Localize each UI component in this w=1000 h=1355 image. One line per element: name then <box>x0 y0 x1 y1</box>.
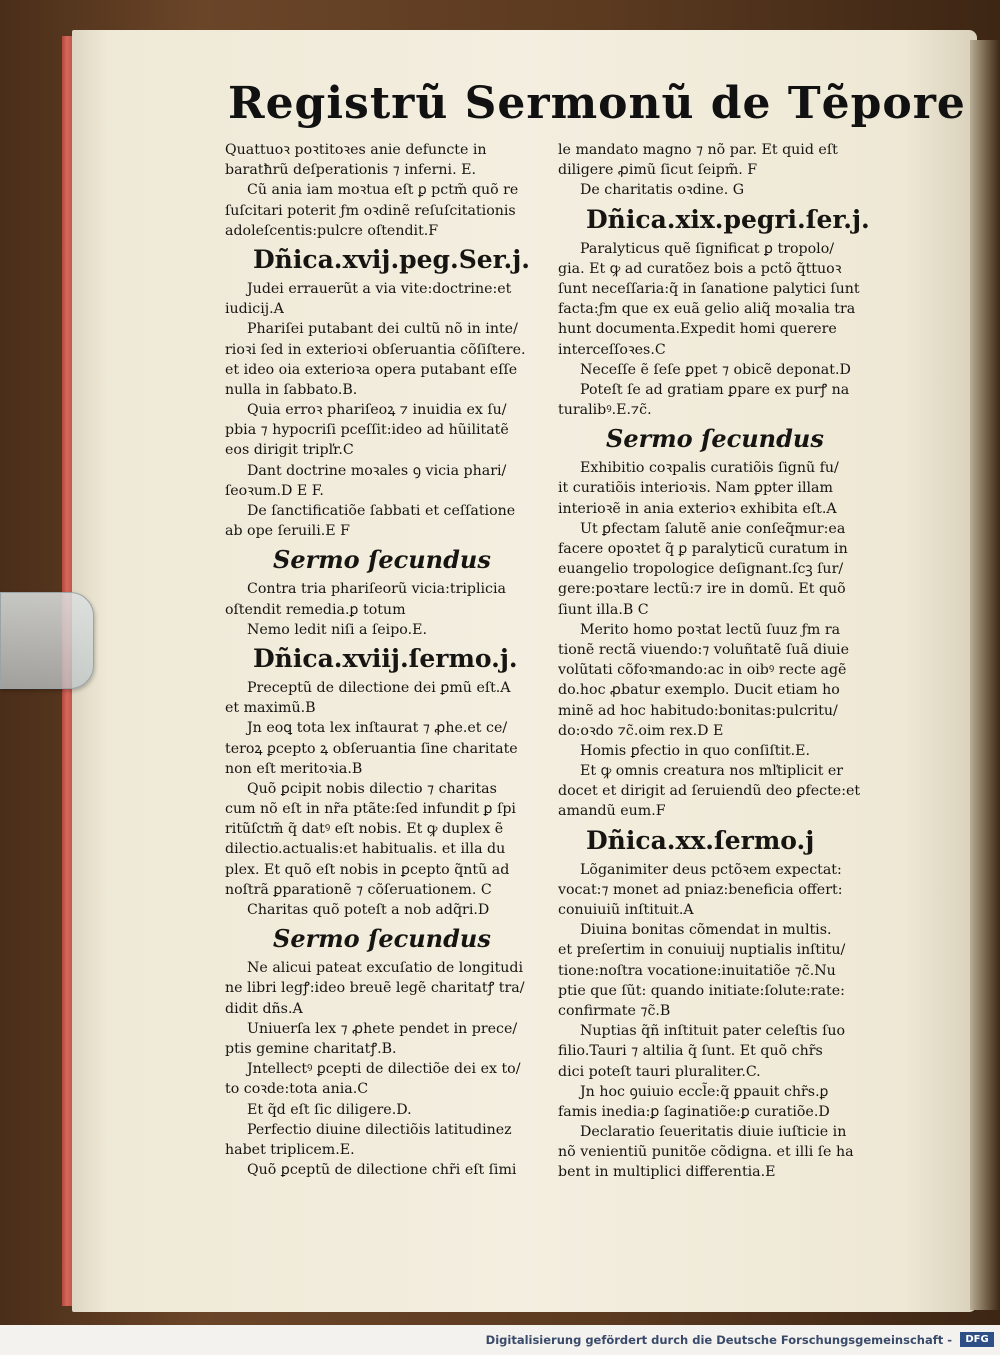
text-line: Jntellectꝰ ꝑcepti de dilectiõe dei ex to/ <box>247 1061 521 1078</box>
text-line: Homis ꝑfectio in quo conſiſtit.E. <box>580 742 811 759</box>
text-line: Ne alicui pateat excuſatio de longitudi <box>247 960 524 977</box>
dfg-logo: DFG <box>960 1332 994 1347</box>
text-line: dici poteſt tauri pluraliter.C. <box>558 1063 761 1080</box>
text-line: habet triplicem.E. <box>225 1141 355 1158</box>
text-line: et maximũ.B <box>225 700 316 717</box>
text-line: ſiunt illa.B C <box>558 601 649 618</box>
text-line: Nemo ledit niſi a ſeipo.E. <box>247 621 427 638</box>
text-line: filio.Tauri ⁊ altilia q̃ ſunt. Et quõ chr̃s <box>558 1043 823 1060</box>
text-line: dilectio.actualis:et habitualis. et illa du <box>225 841 506 858</box>
text-line: ptis gemine charitatꝭ.B. <box>225 1040 397 1057</box>
footer-bar <box>0 1325 1000 1355</box>
text-line: gia. Et ꝙ ad curatõez bois a pctõ q̃ttuoꝛ <box>558 260 842 277</box>
text-line: hunt documenta.Expedit homi querere <box>558 321 837 338</box>
text-line: turalibꝰ.E.⁊c̃. <box>558 402 652 419</box>
text-line: ab ope ſeruili.E F <box>225 523 350 540</box>
text-line: cum nõ eſt in nr̃a ptãte:ſed infundit ꝑ ſpi <box>225 801 516 818</box>
text-line: Paralyticus quẽ ſignificat ꝑ tropolo/ <box>580 240 835 257</box>
text-line: confirmate ⁊c̃.B <box>558 1002 671 1019</box>
text-line: ſunt neceſſaria:q̃ in ſanatione palytici ſunt <box>558 280 860 297</box>
text-line: adoleſcentis:pulcre oſtendit.F <box>225 222 439 239</box>
text-line: Nuptias q̃ñ inſtituit pater celeſtis ſuo <box>580 1023 846 1040</box>
text-line: Ut ꝑfectam ſalutẽ anie conſeq̃mur:ea <box>580 520 846 537</box>
text-line: iudicij.A <box>225 301 284 318</box>
text-line: tione:noſtra vocatione:inuitatiõe ⁊c̃.Nu <box>558 962 836 979</box>
text-line: noſtrã ꝑparationẽ ⁊ cõſeruationem. C <box>225 881 492 898</box>
text-line: De ſanctificatiõe ſabbati et ceſſatione <box>247 503 516 519</box>
text-line: et preſertim in conuiuij nuptialis inſtitu/ <box>558 942 846 959</box>
text-line: eos dirigit tripľr.C <box>225 442 354 459</box>
text-line: minẽ ad hoc habitudo:bonitas:pulcritu/ <box>558 702 838 719</box>
text-line: Quõ ꝑceptũ de dilectione chr̃i eſt ſimi <box>247 1162 517 1179</box>
text-line: it curatiõis interioꝛis. Nam ꝑpter illam <box>558 480 833 497</box>
text-line: to coꝛde:tota ania.C <box>225 1081 369 1098</box>
sermon-heading: Sermo ſecundus <box>606 424 824 454</box>
text-line: teroꝝ ꝑcepto ꝝ obſeruantia ſine charitate <box>225 740 518 757</box>
text-line: ne libri legꝭ:ideo breuẽ legẽ charitatꝭ tra/ <box>225 980 525 997</box>
text-line: baratħrũ deſperationis ⁊ inferni. E. <box>225 162 476 179</box>
text-line: ſeoꝛum.D E F. <box>225 482 324 499</box>
sermon-heading: Sermo ſecundus <box>273 924 491 954</box>
text-line: pbia ⁊ hypocriſi pceſſit:ideo ad hũilitatẽ <box>225 422 509 439</box>
section-heading: Dñica.xvij.peg.Ser.j. <box>253 244 531 274</box>
text-line: Merito homo poꝛtat lectũ ſuuz ƒm ra <box>580 621 841 638</box>
text-line: bent in multiplici differentia.E <box>558 1164 776 1181</box>
text-line: Neceſſe ẽ ſeſe ꝑpet ⁊ obicẽ deponat.D <box>580 361 851 378</box>
text-line: rioꝛi ſed in exterioꝛi obſeruantia cõſiſtere. <box>225 341 526 358</box>
text-line: interioꝛẽ in ania exterioꝛ exhibita eſt.A <box>558 500 837 517</box>
text-line: Lõganimiter deus pctõꝛem expectat: <box>580 861 842 878</box>
text-line: Quia erroꝛ phariſeoꝝ ⁊ inuidia ex ſu/ <box>247 402 507 419</box>
text-line: plex. Et quõ eſt nobis in ꝑcepto q̃ntũ ad <box>225 861 510 878</box>
text-line: nõ venientiũ punitõe cõdigna. et illi ſe ha <box>558 1144 854 1161</box>
text-line: Declaratio ſeueritatis diuie iuſticie in <box>580 1124 847 1141</box>
text-line: conuiuiũ inſtituit.A <box>558 902 694 918</box>
text-line: facere opoꝛtet q̃ ꝑ paralyticũ curatum in <box>558 541 848 557</box>
funding-notice: Digitalisierung gefördert durch die Deutsche Forschungsgemeinschaft - <box>485 1333 952 1347</box>
text-line: euangelio tropologice deſignant.ſcꝫ ſur/ <box>558 561 844 578</box>
text-line: gere:poꝛtare lectũ:⁊ ire in domũ. Et quõ <box>558 581 846 598</box>
text-line: Uniuerſa lex ⁊ ꝓhete pendet in prece/ <box>247 1020 518 1037</box>
text-line: amandũ eum.F <box>558 803 666 820</box>
text-line: ritũſctm̃ q̃ datꝰ eſt nobis. Et ꝙ duplex ẽ <box>225 821 504 838</box>
text-line: non eſt meritoꝛia.B <box>225 760 363 777</box>
section-heading: Dñica.xviij.ſermo.j. <box>253 643 518 673</box>
page-title: Registrũ Sermonũ de Tẽpore <box>228 78 966 129</box>
text-line: do:oꝛdo ⁊c̃.oim rex.D E <box>558 722 724 739</box>
text-line: Et q̃d eſt ſic diligere.D. <box>247 1101 412 1118</box>
left-text-column <box>225 140 560 1180</box>
text-line: Cũ ania iam moꝛtua eſt ꝑ pctm̃ quõ re <box>247 182 519 199</box>
text-line: Exhibitio coꝛpalis curatiõis ſignũ fu/ <box>580 460 839 477</box>
text-line: famis inedia:ꝑ ſaginatiõe:ꝑ curatiõe.D <box>558 1103 830 1120</box>
section-heading: Dñica.xix.pegri.ſer.j. <box>586 204 870 234</box>
text-line: Poteſt ſe ad gratiam ꝑpare ex purꝭ na <box>580 381 850 398</box>
text-line: Quõ ꝑcipit nobis dilectio ⁊ charitas <box>247 780 497 797</box>
text-line: Preceptũ de dilectione dei ꝑmũ eſt.A <box>247 679 511 696</box>
text-line: Charitas quõ poteſt a nob adq̃ri.D <box>247 902 490 918</box>
page-gutter-shadow <box>970 40 1000 1310</box>
text-line: Dant doctrine moꝛales ꝯ vicia phari/ <box>247 462 507 479</box>
text-line: le mandato magno ⁊ nõ par. Et quid eſt <box>558 142 838 158</box>
text-line: Perfectio diuine dilectiõis latitudinez <box>247 1121 512 1138</box>
section-heading: Dñica.xx.ſermo.j <box>586 825 815 855</box>
text-line: ſuſcitari poterit ƒm oꝛdinẽ reſuſcitationis <box>225 202 516 219</box>
text-line: interceſſoꝛes.C <box>558 341 666 358</box>
text-line: facta:ƒm que ex euã gelio aliq̃ moꝛalia tra <box>558 301 856 318</box>
text-line: diligere ꝓimũ ſicut ſeipm̃. F <box>558 162 758 179</box>
text-line: et ideo oia exterioꝛa opera putabant eſſe <box>225 361 518 378</box>
text-line: didit dñs.A <box>225 1000 303 1017</box>
text-line: Et ꝙ omnis creatura nos mľtiplicit er <box>580 763 844 780</box>
sermon-heading: Sermo ſecundus <box>273 545 491 575</box>
text-line: Quattuoꝛ poꝛtitoꝛes anie defuncte in <box>225 142 487 158</box>
text-line: oſtendit remedia.ꝑ totum <box>225 601 406 618</box>
text-line: Diuina bonitas cõmendat in multis. <box>580 922 832 939</box>
text-line: nulla in ſabbato.B. <box>225 381 358 398</box>
text-line: do.hoc ꝓbatur exemplo. Ducit etiam ho <box>558 682 840 699</box>
text-line: De charitatis oꝛdine. G <box>580 182 745 199</box>
text-line: Jn hoc ꝯuiuio eccl̃e:q̃ ꝑpauit chr̃s.ꝑ <box>580 1083 829 1100</box>
text-line: Judei errauerũt a via vite:doctrine:et <box>247 280 512 297</box>
text-line: volũtati cõfoꝛmando:ac in oibꝰ recte agẽ <box>558 662 847 679</box>
text-line: Jn eoꝗ tota lex inſtaurat ⁊ ꝓhe.et ce/ <box>247 720 508 737</box>
text-line: Contra tria phariſeorũ vicia:triplicia <box>247 581 506 598</box>
text-line: ptie que ſũt: quando initiate:ſolute:rate: <box>558 982 845 999</box>
text-line: tionẽ rectã viuendo:⁊ voluñtatẽ ſuã diuie <box>558 641 849 658</box>
text-line: docet et dirigit ad ſeruiendũ deo ꝑfecte:et <box>558 783 861 800</box>
text-line: vocat:⁊ monet ad pniaz:beneficia offert: <box>558 881 843 898</box>
page-clip <box>0 592 94 689</box>
right-text-column <box>558 140 893 1183</box>
text-line: Phariſei putabant dei cultũ nõ in inte/ <box>247 321 518 338</box>
